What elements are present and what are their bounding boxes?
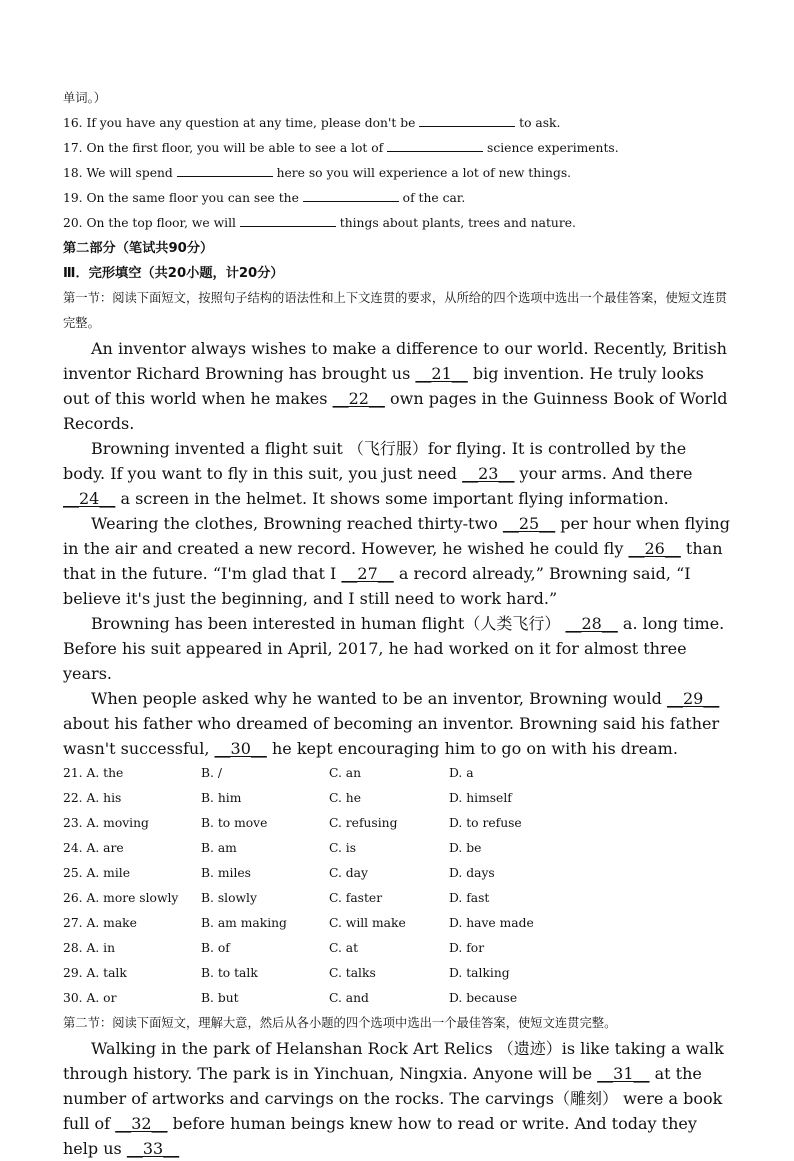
option-a[interactable]: 21. A. the — [63, 766, 124, 780]
passage1-paragraph-2: Browning invented a flight suit （飞行服）for flying. It is controlled by the body. If you want to fly in this suit, you just need __23__ your arms. And there __24__ a screen in the helmet. It shows some important flying information. — [63, 439, 693, 508]
passage1-paragraph-4: Browning has been interested in human flight（人类飞行） __28__ a. long time. Before his suit appeared in April, 2017, he had worked on it for almost three years. — [63, 614, 725, 683]
answer-blank[interactable] — [177, 162, 273, 177]
option-b[interactable]: B. slowly — [201, 891, 257, 905]
option-c[interactable]: C. and — [329, 991, 369, 1005]
option-a[interactable]: 22. A. his — [63, 791, 122, 805]
blank-21: __21__ — [415, 364, 468, 383]
option-a[interactable]: 27. A. make — [63, 916, 137, 930]
option-row-29 — [63, 961, 733, 986]
exam-page — [63, 86, 733, 1161]
listening-item-16: 16. If you have any question at any time, please don't be to ask. — [63, 111, 733, 136]
answer-blank[interactable] — [240, 212, 336, 227]
option-d[interactable]: D. have made — [449, 916, 534, 930]
option-b[interactable]: B. miles — [201, 866, 251, 880]
option-a[interactable]: 23. A. moving — [63, 816, 149, 830]
option-d[interactable]: D. fast — [449, 891, 490, 905]
option-row-22 — [63, 786, 733, 811]
option-c[interactable]: C. faster — [329, 891, 383, 905]
blank-26: __26__ — [628, 539, 681, 558]
passage1-paragraph-3: Wearing the clothes, Browning reached thirty-two __25__ per hour when flying in the air and created a new record. However, he wished he could fly __26__ than that in the future. “I'm glad that I __27__ a record already,” Browning said, “I believe it's just the beginning, and I still need to work hard.” — [63, 514, 730, 608]
listening-item-17: 17. On the first floor, you will be able to see a lot of science experiments. — [63, 136, 733, 161]
option-a[interactable]: 29. A. talk — [63, 966, 127, 980]
option-d[interactable]: D. talking — [449, 966, 510, 980]
blank-24: __24__ — [63, 489, 116, 508]
option-c[interactable]: C. he — [329, 791, 361, 805]
option-d[interactable]: D. because — [449, 991, 518, 1005]
blank-22: __22__ — [332, 389, 385, 408]
option-d[interactable]: D. for — [449, 941, 485, 955]
option-b[interactable]: B. am — [201, 841, 237, 855]
option-b[interactable]: B. but — [201, 991, 239, 1005]
option-row-30 — [63, 986, 733, 1011]
option-d[interactable]: D. be — [449, 841, 482, 855]
option-b[interactable]: B. / — [201, 766, 222, 780]
blank-23: __23__ — [462, 464, 515, 483]
option-c[interactable]: C. an — [329, 766, 362, 780]
option-row-24 — [63, 836, 733, 861]
option-c[interactable]: C. talks — [329, 966, 376, 980]
passage2-paragraph-1: Walking in the park of Helanshan Rock Art Relics （遗迹）is like taking a walk through history. The park is in Yinchuan, Ningxia. Anyone will be __31__ at the number of artworks and carvings on the rocks. The carvings（雕刻） were a book full of __32__ before human beings knew how to read or write. And today they help us __33__ — [63, 1039, 724, 1158]
blank-28: __28__ — [565, 614, 618, 633]
answer-blank[interactable] — [387, 137, 483, 152]
listening-item-20: 20. On the top floor, we will things about plants, trees and nature. — [63, 211, 733, 236]
option-d[interactable]: D. days — [449, 866, 495, 880]
section1-instruction: 第一节：阅读下面短文，按照句子结构的语法性和上下文连贯的要求，从所给的四个选项中选出一个最佳答案，使短文连贯完整。 — [63, 291, 728, 330]
option-a[interactable]: 25. A. mile — [63, 866, 130, 880]
option-row-26 — [63, 886, 733, 911]
option-d[interactable]: D. himself — [449, 791, 512, 805]
option-row-28 — [63, 936, 733, 961]
option-c[interactable]: C. will make — [329, 916, 406, 930]
option-b[interactable]: B. am making — [201, 916, 287, 930]
blank-30: __30__ — [214, 739, 267, 758]
option-d[interactable]: D. a — [449, 766, 474, 780]
part2-heading: 第二部分（笔试共90分） — [63, 241, 214, 256]
option-c[interactable]: C. at — [329, 941, 359, 955]
option-b[interactable]: B. of — [201, 941, 230, 955]
blank-33: __33__ — [126, 1139, 180, 1158]
blank-32: __32__ — [115, 1114, 168, 1133]
section3-heading: Ⅲ．完形填空（共20小题，计20分） — [63, 266, 284, 281]
listening-item-19: 19. On the same floor you can see the of the car. — [63, 186, 733, 211]
option-row-27 — [63, 911, 733, 936]
option-c[interactable]: C. is — [329, 841, 357, 855]
answer-blank[interactable] — [303, 187, 399, 202]
option-row-25 — [63, 861, 733, 886]
blank-25: __25__ — [502, 514, 556, 533]
passage1-paragraph-5: When people asked why he wanted to be an inventor, Browning would __29__ about his father who dreamed of becoming an inventor. Browning said his father wasn't successful, __30__ he kept encouraging him to go on with his dream. — [63, 689, 720, 758]
option-a[interactable]: 28. A. in — [63, 941, 116, 955]
intro-tail: 单词。） — [63, 91, 107, 105]
listening-item-18: 18. We will spend here so you will experience a lot of new things. — [63, 161, 733, 186]
option-a[interactable]: 26. A. more slowly — [63, 891, 179, 905]
option-c[interactable]: C. day — [329, 866, 368, 880]
option-row-23 — [63, 811, 733, 836]
option-c[interactable]: C. refusing — [329, 816, 398, 830]
section2-instruction: 第二节：阅读下面短文，理解大意，然后从各小题的四个选项中选出一个最佳答案，使短文连贯完整。 — [63, 1016, 617, 1030]
option-b[interactable]: B. to talk — [201, 966, 258, 980]
blank-31: __31__ — [597, 1064, 650, 1083]
option-b[interactable]: B. him — [201, 791, 242, 805]
option-a[interactable]: 24. A. are — [63, 841, 124, 855]
options-list — [63, 761, 733, 1011]
blank-27: __27__ — [341, 564, 394, 583]
option-b[interactable]: B. to move — [201, 816, 268, 830]
option-row-21 — [63, 761, 733, 786]
passage1-paragraph-1: An inventor always wishes to make a difference to our world. Recently, British inventor Richard Browning has brought us __21__ big invention. He truly looks out of this world when he makes __22__ own pages in the Guinness Book of World Records. — [63, 339, 728, 433]
option-a[interactable]: 30. A. or — [63, 991, 117, 1005]
option-d[interactable]: D. to refuse — [449, 816, 522, 830]
answer-blank[interactable] — [419, 112, 515, 127]
blank-29: __29__ — [666, 689, 720, 708]
